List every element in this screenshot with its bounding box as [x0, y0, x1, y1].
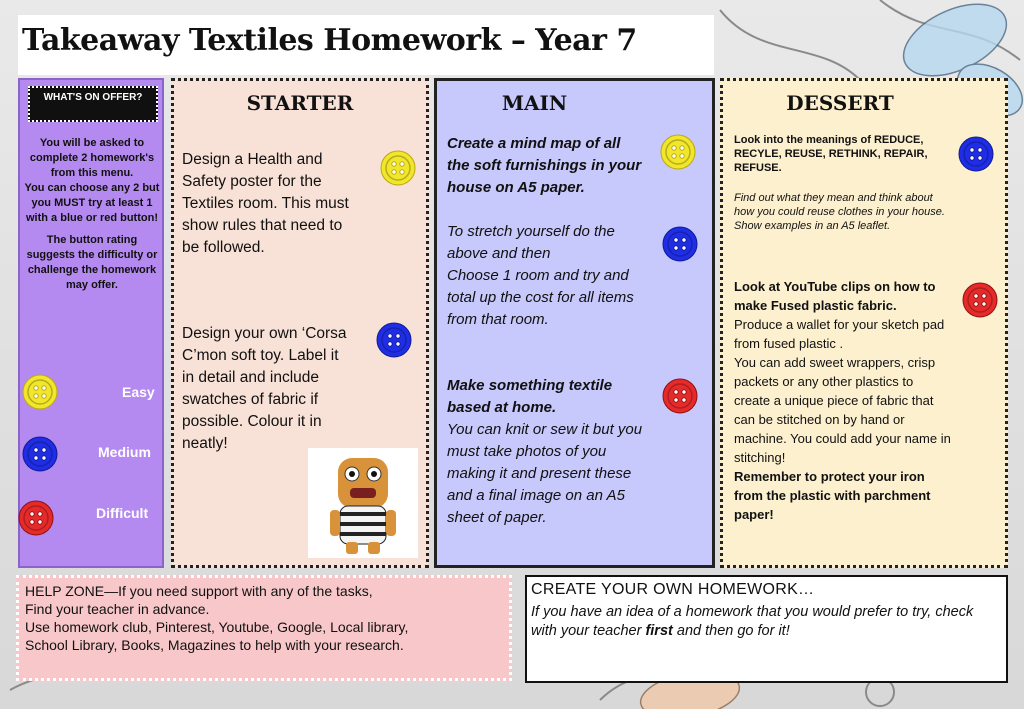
dessert-task-2 [734, 277, 952, 524]
create-title: CREATE YOUR OWN HOMEWORK… [531, 581, 815, 598]
yellow-button-icon [378, 150, 418, 186]
starter-task-1: Design a Health and Safety poster for the Textiles room. This must show rules that need to be followed. [182, 151, 349, 256]
rating-label-difficult: Difficult [96, 505, 149, 521]
dessert-task-1-title: Look into the meanings of REDUCE, RECYLE, REUSE, RETHINK, REPAIR, REFUSE. [734, 134, 928, 174]
soft-toy-image [308, 448, 418, 558]
main-task-2-line-2: Choose 1 room and try and total up the cost for all items from that room. [447, 267, 634, 328]
dessert-task-2-body-2: You can add sweet wrappers, crisp packets or any other plastics to create a unique piece of fabric that can be stitched on by hand or machine. You could add your name in stitching! [734, 355, 951, 465]
dessert-task-2-title: Look at YouTube clips on how to make Fused plastic fabric. [734, 279, 936, 313]
blue-button-icon [20, 436, 60, 472]
red-button-icon [960, 282, 1000, 318]
help-line-1: HELP ZONE—If you need support with any of the tasks, [25, 583, 373, 599]
menu-instructions [24, 136, 160, 300]
red-button-icon [16, 500, 56, 536]
main-task-3 [447, 375, 647, 529]
main-task-2 [447, 221, 647, 331]
blue-button-icon [956, 136, 996, 172]
starter-heading: STARTER [246, 91, 354, 115]
main-task-3-title: Make something textile based at home. [447, 377, 613, 416]
red-button-icon [660, 378, 700, 414]
help-zone-panel [16, 575, 512, 681]
main-task-1: Create a mind map of all the soft furnishings in your house on A5 paper. [447, 135, 642, 196]
main-heading: MAIN [501, 91, 568, 115]
menu-panel [18, 78, 164, 568]
help-zone-text [25, 582, 505, 654]
create-body-end: and then go for it! [672, 623, 790, 639]
create-body-start: If you have an idea of a homework that you would prefer to try, check with your teacher [531, 604, 974, 639]
page-title: Takeaway Textiles Homework – Year 7 [22, 23, 637, 58]
starter-task-2: Design your own ‘Corsa C’mon soft toy. Label it in detail and include swatches of fabric if possible. Colour it in neatly! [182, 325, 347, 452]
blue-button-icon [374, 322, 414, 358]
create-body-emphasis: first [645, 623, 673, 639]
dessert-task-1-body: Find out what they mean and think about how you could reuse clothes in your house. Show examples in an A5 leaflet. [734, 192, 945, 232]
blue-button-icon [660, 226, 700, 262]
yellow-button-icon [658, 134, 698, 170]
dessert-task-2-body: Produce a wallet for your sketch pad from fused plastic . [734, 317, 945, 351]
dessert-task-2-warning: Remember to protect your iron from the plastic with parchment paper! [734, 469, 931, 522]
help-line-4: School Library, Books, Magazines to help with your research. [25, 637, 404, 653]
menu-intro-2: You can choose any 2 but you MUST try at least 1 with a blue or red button! [24, 182, 160, 224]
menu-intro-1: You will be asked to complete 2 homework's from this menu. [29, 137, 155, 179]
main-task-2-line-1: To stretch yourself do the above and then [447, 223, 615, 262]
whats-on-offer-tag: WHAT'S ON OFFER? [28, 86, 158, 122]
help-line-2: Find your teacher in advance. [25, 601, 210, 617]
rating-label-easy: Easy [122, 384, 155, 400]
main-task-3-body: You can knit or sew it but you must take photos of you making it and present these and a final image on an A5 sheet of paper. [447, 421, 643, 526]
dessert-heading: DESSERT [786, 91, 894, 115]
menu-rating-note: The button rating suggests the difficulty or challenge the homework may offer. [26, 234, 158, 291]
help-line-3: Use homework club, Pinterest, Youtube, Google, Local library, [25, 619, 409, 635]
create-your-own-panel [525, 575, 1008, 683]
title-bar [18, 15, 714, 75]
yellow-button-icon [20, 374, 60, 410]
rating-label-medium: Medium [98, 444, 151, 460]
create-body [531, 603, 1001, 641]
